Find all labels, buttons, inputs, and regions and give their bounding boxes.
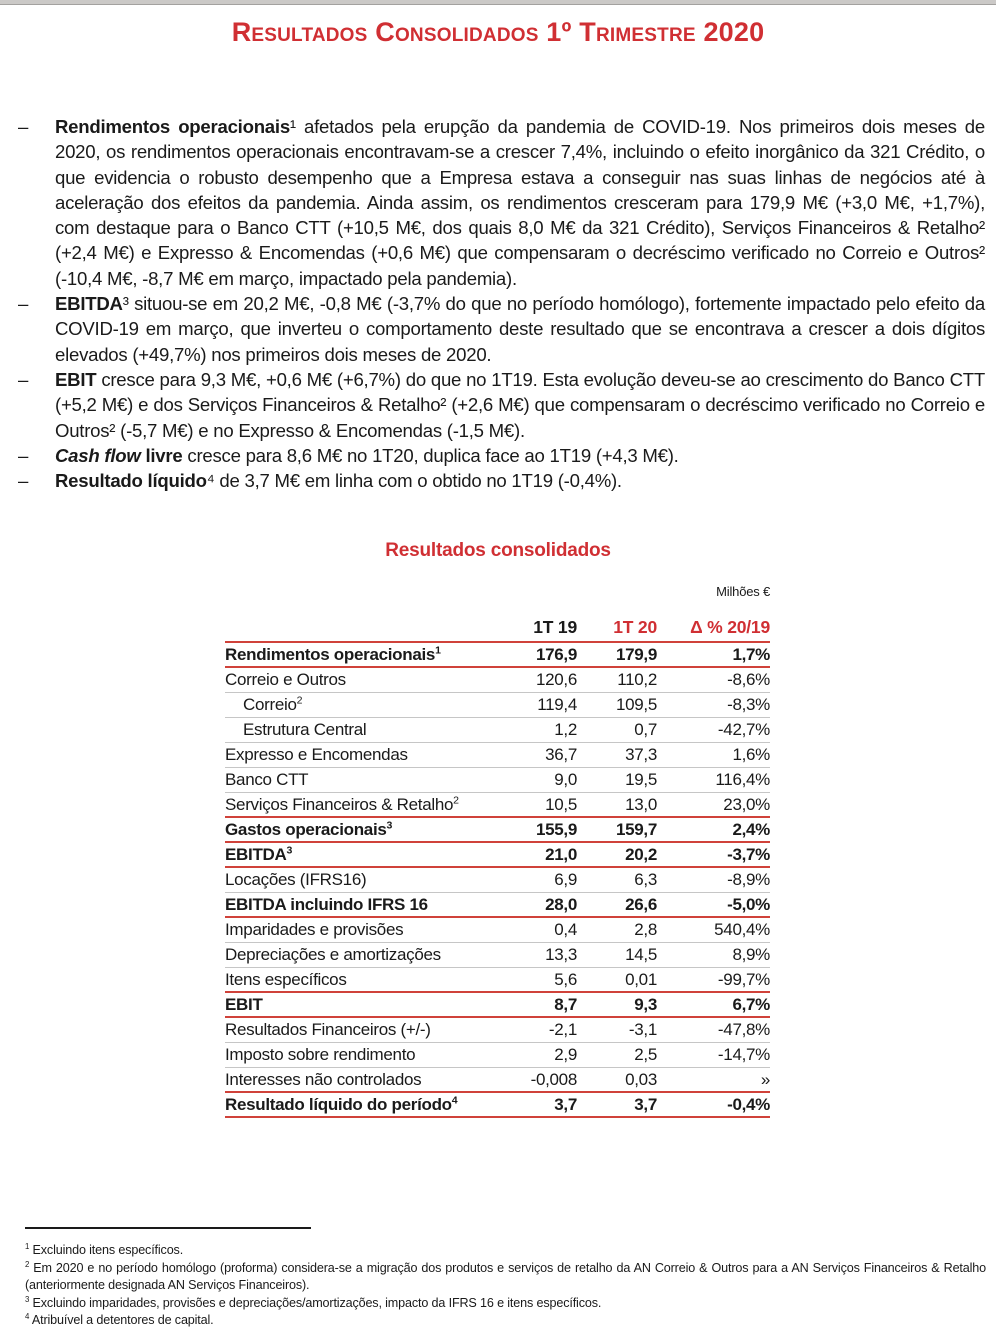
table-row bbox=[225, 918, 770, 943]
value-delta: 2,4% bbox=[732, 819, 770, 839]
value-1t19: 10,5 bbox=[545, 794, 577, 814]
value-delta: 540,4% bbox=[714, 920, 770, 940]
value-1t19: 155,9 bbox=[535, 819, 577, 839]
table-row bbox=[225, 1068, 770, 1093]
value-1t19: 36,7 bbox=[545, 745, 577, 765]
footnote-divider bbox=[25, 1227, 311, 1229]
bullet-dash: – bbox=[18, 293, 29, 315]
value-1t20: 179,9 bbox=[615, 644, 657, 664]
value-1t19: 5,6 bbox=[554, 969, 577, 989]
value-1t20: 0,7 bbox=[634, 720, 657, 740]
value-1t19: -2,1 bbox=[548, 1020, 577, 1040]
bullet-dash: – bbox=[18, 368, 29, 390]
value-1t20: 37,3 bbox=[625, 745, 657, 765]
bullet-text: Resultado líquido⁴ de 3,7 M€ em linha com o obtido no 1T19 (-0,4%). bbox=[55, 470, 622, 492]
value-delta: 6,7% bbox=[732, 994, 770, 1014]
column-header-1t19: 1T 19 bbox=[533, 617, 577, 638]
value-delta: -0,4% bbox=[727, 1094, 770, 1114]
value-1t19: 21,0 bbox=[545, 844, 577, 864]
footnote-item: $^1$ Excluindo itens específicos. bbox=[25, 1241, 184, 1257]
table-row bbox=[225, 768, 770, 793]
value-delta: 8,9% bbox=[732, 945, 770, 965]
bullet-dash: – bbox=[18, 116, 29, 137]
table-row bbox=[225, 668, 770, 693]
value-1t20: 14,5 bbox=[625, 945, 657, 965]
value-1t20: 159,7 bbox=[615, 819, 657, 839]
value-1t20: 0,01 bbox=[625, 969, 657, 989]
row-label: Serviços Financeiros & Retalho$^2$ bbox=[225, 794, 459, 814]
table-row bbox=[225, 993, 770, 1018]
row-label: Expresso e Encomendas bbox=[225, 745, 408, 765]
value-1t20: 2,5 bbox=[634, 1045, 657, 1065]
table-row bbox=[225, 1043, 770, 1068]
table-header-row bbox=[225, 613, 770, 643]
value-1t20: 6,3 bbox=[634, 870, 657, 890]
footnote-item: $^2$ Em 2020 e no período homólogo (proforma) considera-se a migração dos produtos e serviços de retalho da AN Correio & Outros para a AN Serviços Financeiros & Retalho (anteriormente designada AN Serviços Financeiros). bbox=[25, 1259, 986, 1292]
bullet-text: Cash flow livre cresce para 8,6 M€ no 1T20, duplica face ao 1T19 (+4,3 M€). bbox=[55, 444, 679, 466]
value-delta: -8,3% bbox=[727, 695, 770, 715]
table-row bbox=[225, 793, 770, 818]
value-1t20: 109,5 bbox=[615, 695, 657, 715]
bullet-text: Rendimentos operacionais¹ afetados pela erupção da pandemia de COVID-19. Nos primeiros dois meses de 2020, os rendimentos operacionais encontravam-se a crescer 7,4%, incluindo o efeito inorgânico da 321 Crédito, o que evidencia o robusto desempenho que a Empresa estava a conseguir nas suas linhas de negócios até à aceleração dos efeitos da pandemia. Ainda assim, os rendimentos cresceram para 179,9 M€ (+3,0 M€, +1,7%), com destaque para o Banco CTT (+10,5 M€, dos quais 8,0 M€ da 321 Crédito), Serviços Financeiros & Retalho² (+2,4 M€) e Expresso & Encomendas (+0,6 M€) que compensaram o decréscimo verificado no Correio e Outros² (-10,4 M€, -8,7 M€ em março, impactado pela pandemia). bbox=[55, 116, 985, 289]
table-row bbox=[225, 968, 770, 993]
highlight-item bbox=[15, 443, 985, 468]
table-section-heading: Resultados consolidados bbox=[385, 540, 611, 562]
value-1t19: 3,7 bbox=[554, 1094, 577, 1114]
value-delta: -3,7% bbox=[727, 844, 770, 864]
value-1t19: 2,9 bbox=[554, 1045, 577, 1065]
value-1t19: 6,9 bbox=[554, 870, 577, 890]
row-label: Imposto sobre rendimento bbox=[225, 1045, 416, 1065]
column-header-1t20: 1T 20 bbox=[613, 617, 657, 638]
value-delta: -8,9% bbox=[727, 870, 770, 890]
value-1t20: 26,6 bbox=[625, 894, 657, 914]
value-delta: 1,7% bbox=[732, 644, 770, 664]
value-delta: 23,0% bbox=[723, 794, 770, 814]
value-1t19: 176,9 bbox=[535, 644, 577, 664]
table-row bbox=[225, 868, 770, 893]
value-1t19: 119,4 bbox=[537, 695, 577, 715]
value-delta: -14,7% bbox=[717, 1045, 770, 1065]
bullet-dash: – bbox=[18, 444, 29, 466]
row-label: EBIT bbox=[225, 994, 263, 1014]
highlight-item bbox=[15, 114, 985, 291]
value-1t19: 120,6 bbox=[535, 670, 577, 690]
row-label: Gastos operacionais$^3$ bbox=[225, 819, 393, 839]
value-1t20: 0,03 bbox=[625, 1069, 657, 1089]
row-label: Locações (IFRS16) bbox=[225, 870, 367, 890]
value-1t20: 9,3 bbox=[634, 994, 657, 1014]
table-row bbox=[225, 718, 770, 743]
highlight-item bbox=[15, 468, 985, 493]
row-label: Depreciações e amortizações bbox=[225, 945, 441, 965]
value-1t19: 8,7 bbox=[554, 994, 577, 1014]
highlight-item bbox=[15, 367, 985, 443]
page-title: Resultados Consolidados 1º Trimestre 2020 bbox=[231, 17, 765, 47]
value-1t20: 19,5 bbox=[625, 770, 657, 790]
consolidated-results-table bbox=[225, 584, 770, 1118]
value-delta: -5,0% bbox=[727, 894, 770, 914]
value-1t20: 110,2 bbox=[617, 670, 657, 690]
table-row bbox=[225, 1018, 770, 1043]
value-delta: 116,4% bbox=[715, 770, 770, 790]
table-body bbox=[225, 643, 770, 1118]
footnote-list bbox=[25, 1242, 986, 1330]
row-label: EBITDA$^3$ bbox=[225, 844, 293, 864]
row-label: Correio$^2$ bbox=[243, 695, 303, 715]
bullet-text: EBIT cresce para 9,3 M€, +0,6 M€ (+6,7%) do que no 1T19. Esta evolução deveu-se ao crescimento do Banco CTT (+5,2 M€) e dos Serviços Financeiros & Retalho² (+2,6 M€) que compensaram o decréscimo verificado no Correio e Outros² (-5,7 M€) e no Expresso & Encomendas (-1,5 M€). bbox=[55, 368, 985, 441]
highlights-list bbox=[0, 114, 996, 493]
table-row bbox=[225, 843, 770, 868]
value-1t20: 3,7 bbox=[634, 1094, 657, 1114]
value-delta: » bbox=[760, 1069, 770, 1089]
table-row bbox=[225, 893, 770, 918]
row-label: Correio e Outros bbox=[225, 670, 346, 690]
value-1t19: 0,4 bbox=[554, 920, 577, 940]
table-row bbox=[225, 943, 770, 968]
footnote-item: $^4$ Atribuível a detentores de capital. bbox=[25, 1311, 214, 1327]
value-1t19: 9,0 bbox=[554, 770, 577, 790]
column-header-delta: Δ % 20/19 bbox=[690, 617, 770, 638]
value-1t19: 13,3 bbox=[545, 945, 577, 965]
table-row bbox=[225, 693, 770, 718]
row-label: Banco CTT bbox=[225, 770, 309, 790]
bullet-dash: – bbox=[18, 470, 29, 492]
highlight-item bbox=[15, 291, 985, 367]
value-1t20: 2,8 bbox=[634, 920, 657, 940]
row-label: Rendimentos operacionais$^1$ bbox=[225, 644, 441, 664]
row-label: Itens específicos bbox=[225, 969, 347, 989]
value-delta: -47,8% bbox=[717, 1020, 770, 1040]
value-delta: -8,6% bbox=[727, 670, 770, 690]
value-1t20: -3,1 bbox=[628, 1020, 657, 1040]
value-delta: -99,7% bbox=[717, 969, 770, 989]
table-row bbox=[225, 818, 770, 843]
value-1t20: 20,2 bbox=[625, 844, 657, 864]
report-page bbox=[0, 17, 996, 1327]
unit-label: Milhões € bbox=[716, 584, 770, 600]
row-label: Interesses não controlados bbox=[225, 1069, 422, 1089]
table-row bbox=[225, 1093, 770, 1118]
footnote-item: $^3$ Excluindo imparidades, provisões e depreciações/amortizações, impacto da IFRS 16 e itens específicos. bbox=[25, 1294, 602, 1310]
row-label: Resultados Financeiros (+/-) bbox=[225, 1020, 431, 1040]
row-label: EBITDA incluindo IFRS 16 bbox=[225, 894, 428, 914]
value-1t19: 28,0 bbox=[545, 894, 577, 914]
bullet-text: EBITDA³ situou-se em 20,2 M€, -0,8 M€ (-3,7% do que no período homólogo), fortemente impactado pelo efeito da COVID-19 em março, que inverteu o comportamento deste resultado que se encontrava a crescer a dois dígitos elevados (+49,7%) nos primeiros dois meses de 2020. bbox=[55, 293, 985, 365]
row-label: Resultado líquido do período$^4$ bbox=[225, 1094, 458, 1114]
window-top-bar bbox=[0, 0, 996, 5]
row-label: Estrutura Central bbox=[243, 720, 367, 740]
table-row bbox=[225, 743, 770, 768]
value-delta: 1,6% bbox=[732, 745, 770, 765]
value-delta: -42,7% bbox=[717, 720, 770, 740]
value-1t19: 1,2 bbox=[554, 720, 577, 740]
footnotes bbox=[25, 1227, 986, 1330]
row-label: Imparidades e provisões bbox=[225, 920, 404, 940]
value-1t19: -0,008 bbox=[530, 1069, 577, 1089]
table-row bbox=[225, 643, 770, 668]
value-1t20: 13,0 bbox=[625, 794, 657, 814]
